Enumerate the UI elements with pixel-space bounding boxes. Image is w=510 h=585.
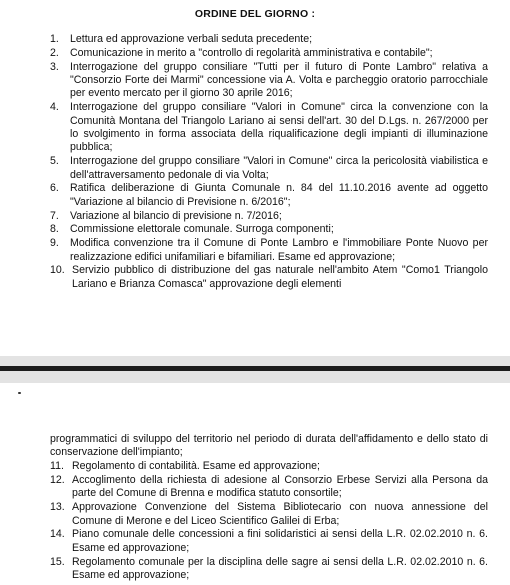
item-text: Piano comunale delle concessioni a fini solidaristici ai sensi della L.R. 02.02.2010 n. 6. Esame ed approvazione; — [72, 528, 488, 554]
list-item — [50, 47, 488, 60]
list-item — [50, 528, 488, 555]
item-number: 8. — [50, 223, 59, 236]
item-number: 5. — [50, 155, 59, 168]
document-page-2 — [0, 383, 510, 585]
item-number: 14. — [50, 528, 65, 541]
item-number: 9. — [50, 237, 59, 250]
page-separator — [0, 366, 510, 371]
item-text: Lettura ed approvazione verbali seduta precedente; — [70, 33, 313, 45]
item-text: Accoglimento della richiesta di adesione al Consorzio Erbese Servizi alla Persona da parte del Comune di Brenna e modifica statuto consortile; — [72, 474, 488, 500]
list-item — [50, 33, 488, 46]
list-item — [50, 237, 488, 264]
item-number: 15. — [50, 555, 65, 568]
item-text: Interrogazione del gruppo consiliare "Valori in Comune" circa la pericolosità viabilistica e dell'attraversamento pedonale di via Volta; — [70, 155, 488, 181]
item-text: Modifica convenzione tra il Comune di Ponte Lambro e l'immobiliare Ponte Nuovo per realizzazione edifici unifamiliari e bifamiliari. Esame ed approvazione; — [70, 237, 488, 263]
list-item — [50, 460, 488, 473]
item-number: 4. — [50, 101, 59, 114]
item-text: Commissione elettorale comunale. Surroga componenti; — [70, 223, 334, 236]
list-item — [50, 223, 488, 236]
agenda-list-page-2 — [50, 433, 488, 583]
item-number: 11. — [50, 460, 64, 473]
item-number: 3. — [50, 60, 59, 73]
item-text: Variazione al bilancio di previsione n. 7/2016; — [70, 209, 282, 222]
list-item — [50, 210, 488, 223]
item-text: Comunicazione in merito a "controllo di regolarità amministrativa e contabile"; — [70, 46, 433, 59]
item-number: 12. — [50, 474, 65, 486]
agenda-title: ORDINE DEL GIORNO : — [194, 8, 316, 20]
item-text: Approvazione Convenzione del Sistema Bibliotecario con nuova annessione del Comune di Merone e del Liceo Scientifico Galilei di Erba; — [72, 501, 488, 527]
item-number: 6. — [50, 182, 59, 195]
list-item — [50, 474, 488, 501]
list-item — [50, 155, 488, 182]
item-number: 2. — [50, 46, 59, 59]
list-item — [50, 61, 488, 101]
item-text: Regolamento di contabilità. Esame ed approvazione; — [72, 460, 320, 473]
list-item — [50, 182, 488, 209]
item-text: Regolamento comunale per la disciplina delle sagre ai sensi della L.R. 02.02.2010 n. 6. Esame ed approvazione; — [72, 555, 488, 582]
item-number: 1. — [50, 33, 59, 45]
list-item — [50, 556, 488, 583]
item-text: Interrogazione del gruppo consiliare "Valori in Comune" circa la convenzione con la Comunità Montana del Triangolo Lariano ai sensi dell'art. 30 del D.Lgs. n. 267/2000 per lo svolgimento in forma associata della riqualificazione degli impianti di illuminazione pubblica; — [70, 101, 488, 154]
item-number: 10. — [50, 264, 65, 277]
list-item — [50, 264, 488, 291]
agenda-list-page-1 — [50, 33, 488, 292]
item-text: Interrogazione del gruppo consiliare "Tutti per il futuro di Ponte Lambro" relativa a "Consorzio Forte dei Marmi" concessione via A. Volta e parcheggio oratorio parrocchiale per evento mercato per il giorno 30 aprile 2016; — [70, 60, 488, 100]
continuation-text: programmatici di sviluppo del territorio nel periodo di durata dell'affidamento e dello stato di conservazione dell'impianto; — [50, 433, 488, 459]
scan-speck — [18, 392, 21, 394]
item-text: Ratifica deliberazione di Giunta Comunale n. 84 del 11.10.2016 avente ad oggetto "Variazione al bilancio di Previsione n. 6/2016"; — [70, 182, 488, 208]
item-number: 7. — [50, 209, 59, 222]
list-item-continuation — [50, 433, 488, 460]
item-text: Servizio pubblico di distribuzione del gas naturale nell'ambito Atem "Como1 Triangolo Lariano e Brianza Comasca" approvazione degli elementi — [72, 264, 488, 290]
list-item — [50, 501, 488, 528]
item-number: 13. — [50, 501, 65, 514]
list-item — [50, 101, 488, 155]
